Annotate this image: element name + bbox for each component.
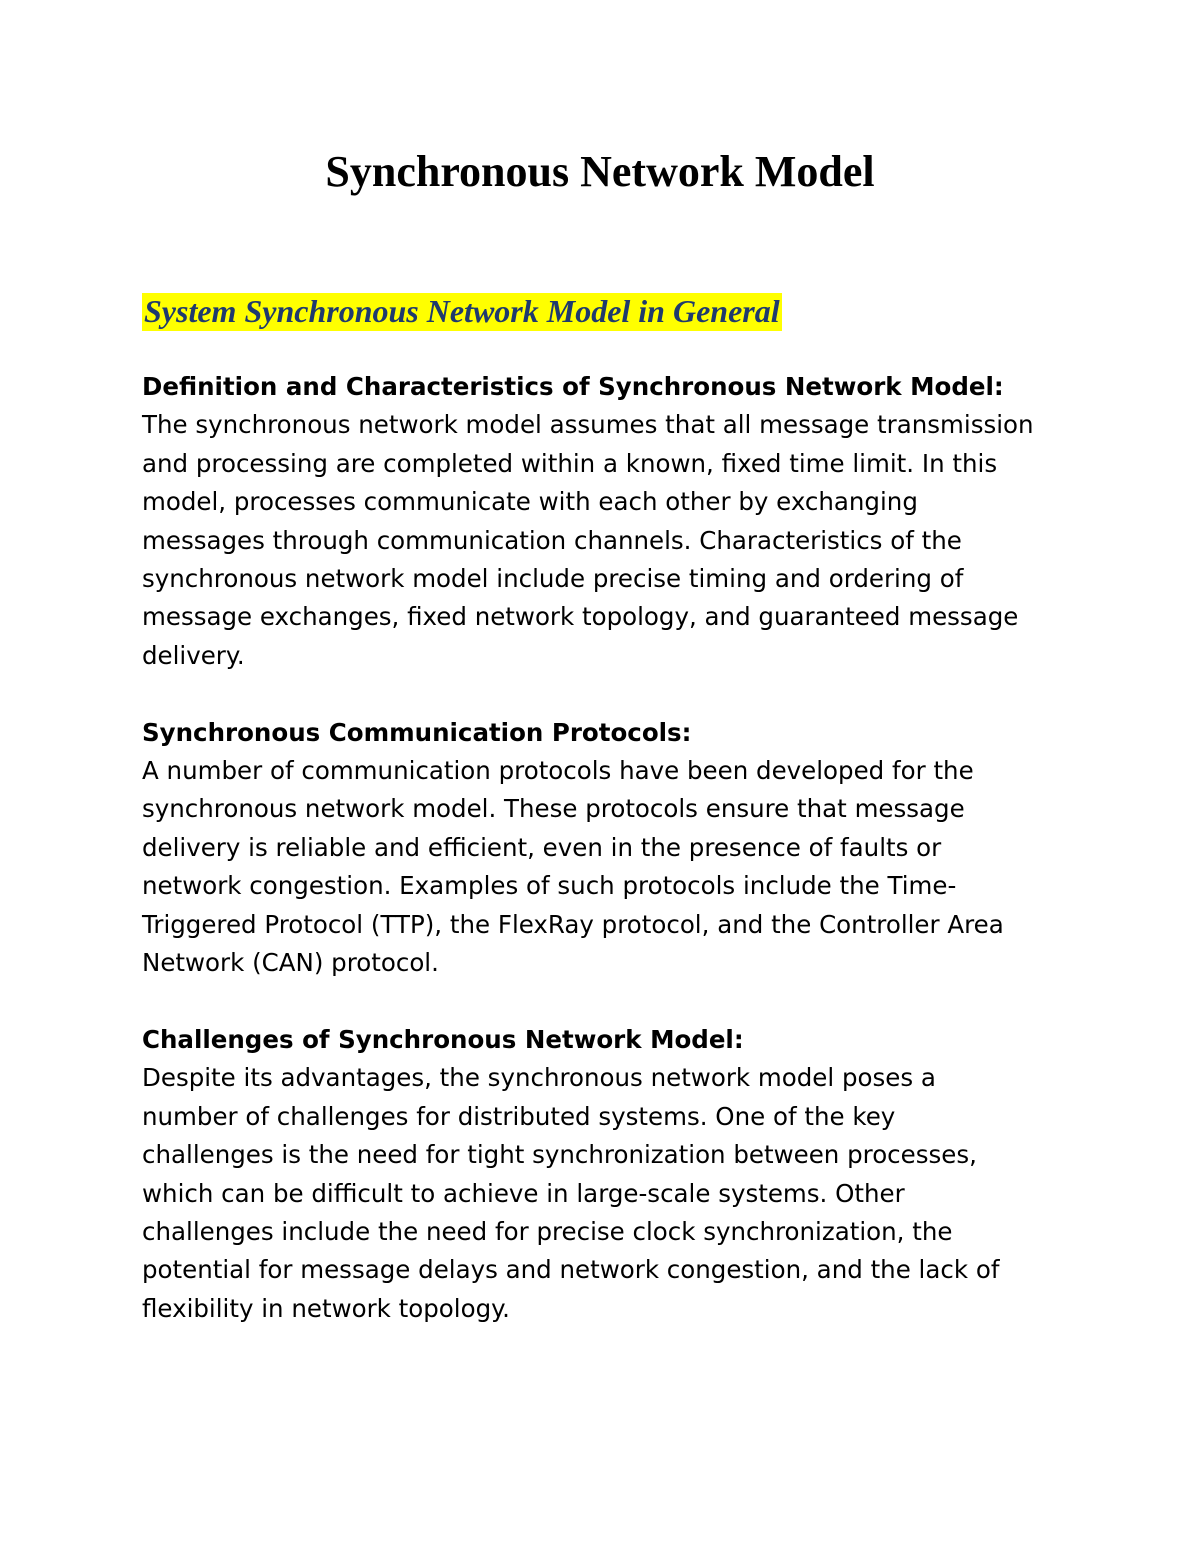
section-heading-text: System Synchronous Network Model in General [144,293,780,329]
section-challenges [142,1021,1082,1328]
paragraph-challenges: Despite its advantages, the synchronous network model poses a number of challenges for distributed systems. One of the key challenges is the need for tight synchronization between processes, which can be difficult to achieve in large-scale systems. Other challenges include the need for precise clock synchronization, the potential for message delays and network congestion, and the lack of flexibility in network topology. [142,1063,1000,1323]
section-protocols [142,714,1082,983]
section-definition [142,368,1082,675]
highlighted-section-heading [142,288,782,334]
subheading-challenges: Challenges of Synchronous Network Model: [142,1024,744,1054]
paragraph-definition: The synchronous network model assumes that all message transmission and processing are completed within a known, fixed time limit. In this model, processes communicate with each other by exchanging messages through communication channels. Characteristics of the synchronous network model include precise timing and ordering of message exchanges, fixed network topology, and guaranteed message delivery. [142,410,1034,670]
document-title: Synchronous Network Model [325,147,875,196]
paragraph-protocols: A number of communication protocols have been developed for the synchronous network model. These protocols ensure that message delivery is reliable and efficient, even in the presence of faults or network congestion. Examples of such protocols include the Time- Triggered Protocol (TTP), the FlexRay protocol, and the Controller Area Network (CAN) protocol. [142,756,1004,978]
subheading-protocols: Synchronous Communication Protocols: [142,717,692,747]
subheading-definition: Definition and Characteristics of Synchronous Network Model: [142,372,1004,401]
document-body [142,368,1082,1367]
